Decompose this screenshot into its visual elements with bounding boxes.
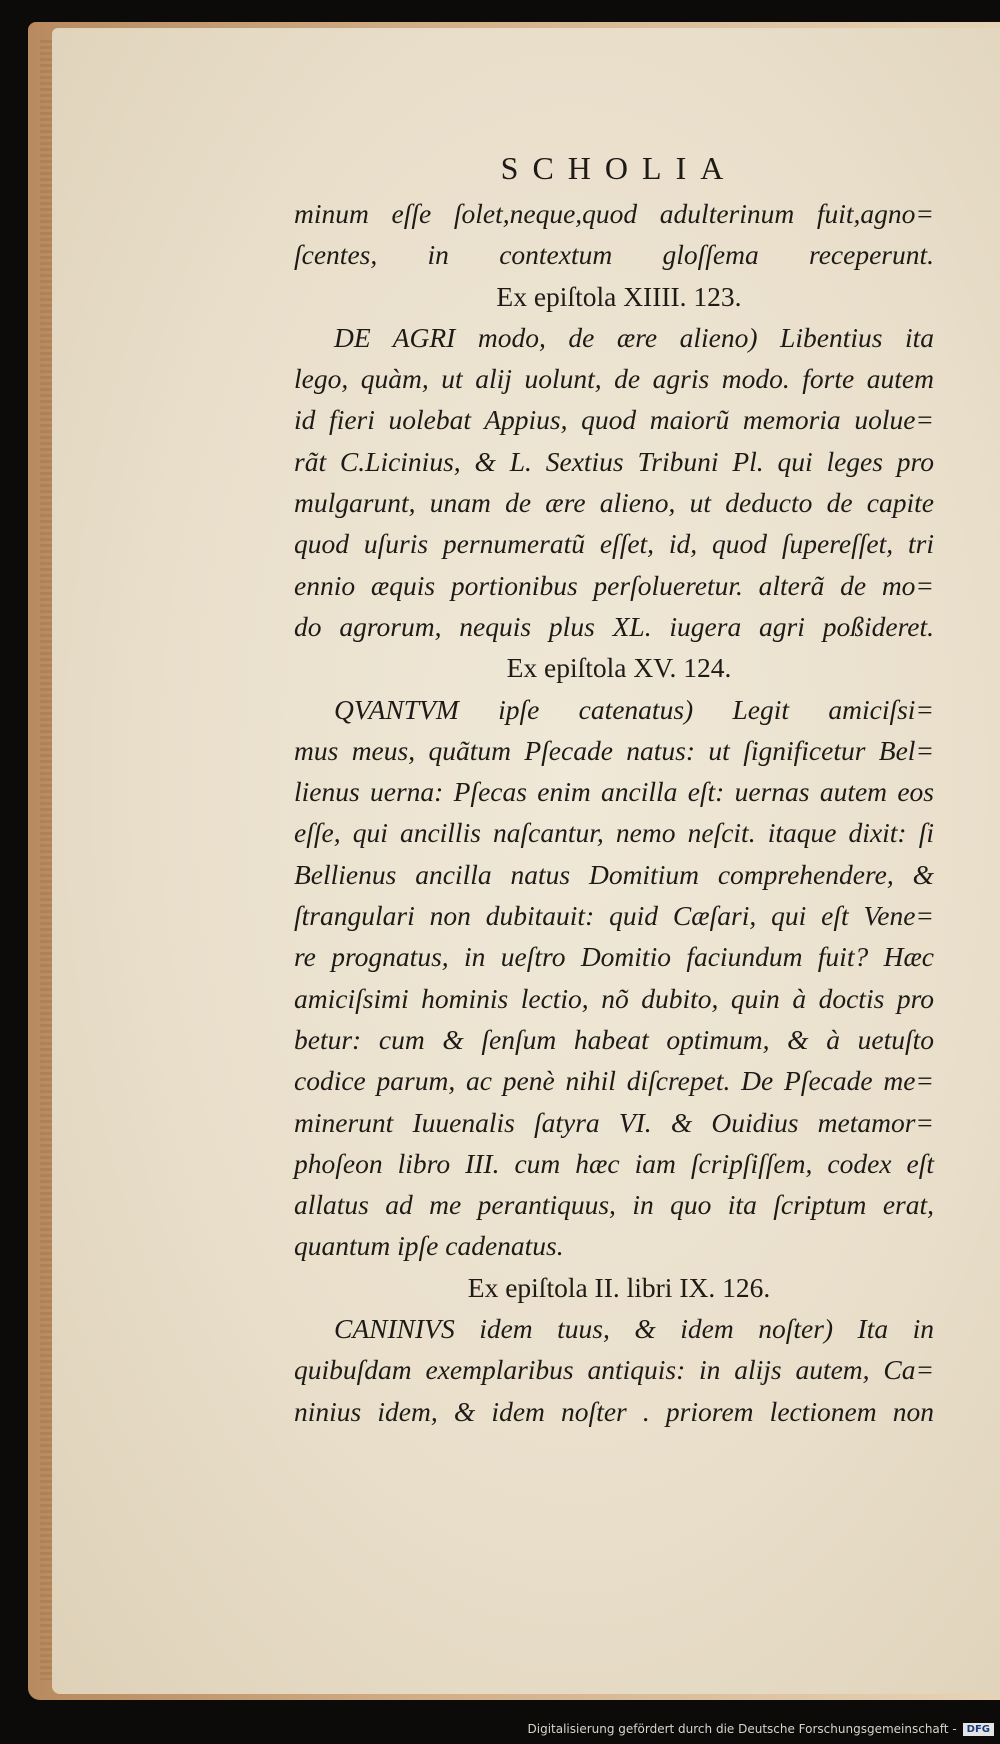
text-line: quantum ipſe cadenatus. (294, 1230, 564, 1262)
text-line: quod uſuris pernumeratũ eſſet, id, quod ſupereſſet, tri (294, 528, 934, 560)
footer-credit-text: Digitalisierung gefördert durch die Deutsche Forschungsgemeinschaft - (527, 1722, 957, 1736)
text-line: minerunt Iuuenalis ſatyra VI. & Ouidius metamor= (294, 1106, 934, 1138)
text-line: id fieri uolebat Appius, quod maiorũ memoria uolue= (294, 404, 934, 436)
text-line: QVANTVM ipſe catenatus) Legit amiciſsi= (334, 693, 934, 725)
section-heading: Ex epiſtola XV. 124. (506, 652, 732, 684)
text-line: DE AGRI modo, de ære alieno) Libentius ita (334, 321, 934, 353)
text-line: ſtrangulari non dubitauit: quid Cæſari, qui eſt Vene= (294, 900, 934, 932)
text-line: ſcentes, in contextum gloſſema receperunt. (294, 239, 934, 271)
section-heading: Ex epiſtola XIIII. 123. (496, 280, 742, 312)
text-line: Bellienus ancilla natus Domitium comprehendere, & (294, 858, 934, 890)
section-heading: Ex epiſtola II. libri IX. 126. (467, 1271, 771, 1303)
text-line: betur: cum & ſenſum habeat optimum, & à uetuſto (294, 1023, 934, 1055)
dfg-logo: DFG (963, 1723, 994, 1736)
text-line: do agrorum, nequis plus XL. iugera agri poßideret. (294, 610, 934, 642)
text-line: amiciſsimi hominis lectio, nõ dubito, quin à doctis pro (294, 982, 934, 1014)
text-line: mus meus, quãtum Pſecade natus: ut ſignificetur Bel= (294, 734, 934, 766)
text-line: codice parum, ac penè nihil diſcrepet. De Pſecade me= (294, 1065, 934, 1097)
text-line: minum eſſe ſolet,neque,quod adulterinum fuit,agno= (294, 198, 934, 229)
text-line: ninius idem, & idem noſter . priorem lectionem non (294, 1395, 934, 1427)
text-line: quibuſdam exemplaribus antiquis: in alijs autem, Ca= (294, 1354, 934, 1386)
text-line: re prognatus, in ueſtro Domitio faciundum fuit? Hæc (294, 941, 934, 973)
running-head: SCHOLIA (500, 150, 738, 186)
text-line: lienus uerna: Pſecas enim ancilla eſt: uernas autem eos (294, 776, 934, 808)
text-line: CANINIVS idem tuus, & idem noſter) Ita in (334, 1313, 934, 1345)
text-line: eſſe, qui ancillis naſcantur, nemo neſcit. itaque dixit: ſi (294, 817, 934, 849)
text-line: lego, quàm, ut alij uolunt, de agris modo. forte autem (294, 363, 934, 395)
text-line: mulgarunt, unam de ære alieno, ut deducto de capite (294, 487, 934, 519)
text-line: rãt C.Licinius, & L. Sextius Tribuni Pl. qui leges pro (294, 445, 934, 477)
text-block (294, 150, 934, 1432)
text-line: ennio æquis portionibus perſolueretur. alterã de mo= (294, 569, 934, 601)
text-lines (294, 193, 934, 1432)
text-line: allatus ad me perantiquus, in quo ita ſcriptum erat, (294, 1189, 934, 1221)
footer-credit (528, 1722, 995, 1736)
text-line: phoſeon libro III. cum hæc iam ſcripſiſſem, codex eſt (294, 1147, 934, 1179)
